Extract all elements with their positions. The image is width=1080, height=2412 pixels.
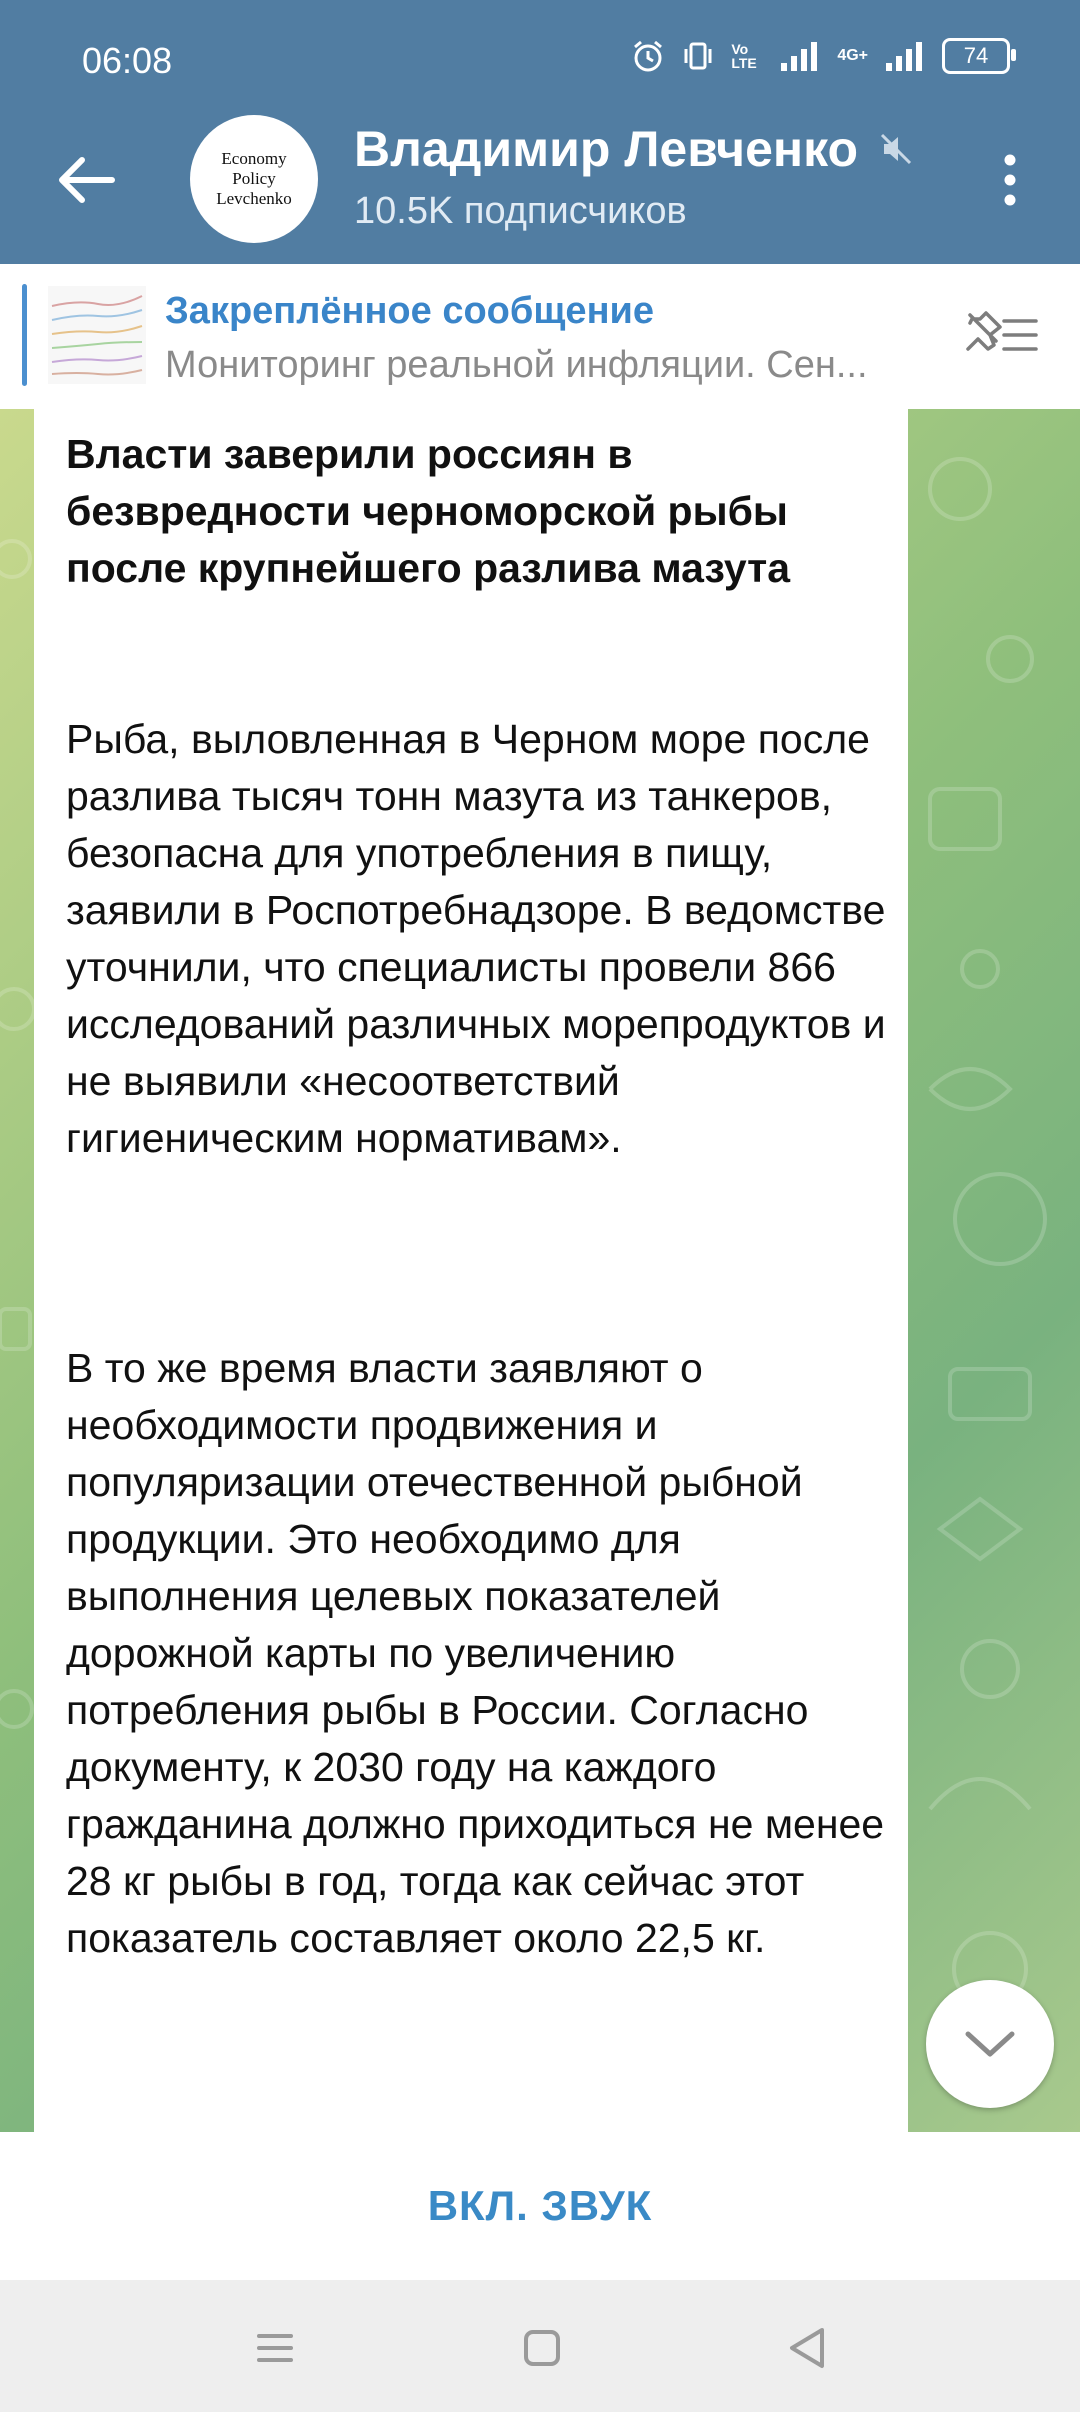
status-icons: [631, 38, 1010, 74]
back-triangle-icon[interactable]: [778, 2320, 838, 2376]
avatar-line-3: Levchenko: [216, 189, 292, 208]
battery-icon: [942, 38, 1010, 74]
alarm-icon: [631, 39, 665, 73]
vibrate-icon: [681, 39, 715, 73]
post-paragraph-2: В то же время власти заявляют о необходимости продвижения и популяризации отечественной рыбной продукции. Это необходимо для выполнения целевых показателей дорожной карты по увеличению потребления рыбы в России. Согласно документу, к 2030 году на каждого гражданина должно приходиться не менее 28 кг рыбы в год, тогда как сейчас этот показатель составляет около 22,5 кг.: [66, 1345, 885, 1961]
network-label: 4G+: [837, 47, 868, 64]
chevron-down-icon: [962, 2026, 1018, 2062]
scroll-down-button[interactable]: [926, 1980, 1054, 2108]
channel-name-text: Владимир Левченко: [354, 121, 858, 177]
subscriber-count: 10.5K подписчиков: [354, 190, 687, 232]
avatar[interactable]: [190, 115, 318, 243]
bottom-action-bar: [0, 2132, 1080, 2280]
signal-icon-2: [884, 39, 926, 73]
pinned-text: Мониторинг реальной инфляции. Сен...: [165, 344, 868, 386]
channel-title[interactable]: [354, 120, 914, 178]
unpin-icon[interactable]: [960, 305, 1040, 365]
signal-icon: [779, 39, 821, 73]
pinned-message-bar[interactable]: [0, 264, 1080, 410]
unmute-button[interactable]: ВКЛ. ЗВУК: [422, 2181, 659, 2231]
back-arrow-icon[interactable]: [50, 150, 120, 210]
pinned-thumbnail: [48, 286, 146, 384]
post-title: Власти заверили россиян в безвредности черноморской рыбы после крупнейшего разлива мазута: [66, 431, 791, 591]
menu-icon[interactable]: [245, 2320, 305, 2376]
muted-icon: [878, 131, 914, 167]
home-icon[interactable]: [512, 2320, 572, 2376]
app-header: [0, 0, 1080, 264]
battery-level: 74: [963, 43, 989, 68]
avatar-line-2: Policy: [232, 169, 276, 188]
status-time: 06:08: [82, 40, 173, 81]
system-nav-bar: [0, 2280, 1080, 2412]
avatar-line-1: Economy: [221, 149, 287, 168]
pinned-accent: [22, 284, 27, 386]
volte-label: Vo LTE: [731, 41, 757, 71]
pinned-title: Закреплённое сообщение: [165, 290, 655, 332]
post-paragraph-1: Рыба, выловленная в Черном море после разлива тысяч тонн мазута из танкеров, безопасна для употребления в пищу, заявили в Роспотребнадзоре. В ведомстве уточнили, что специалисты провели 866 исследований различных морепродуктов и не выявили «несоответствий гигиеническим нормативам».: [66, 716, 886, 1161]
more-vertical-icon[interactable]: [990, 150, 1030, 210]
